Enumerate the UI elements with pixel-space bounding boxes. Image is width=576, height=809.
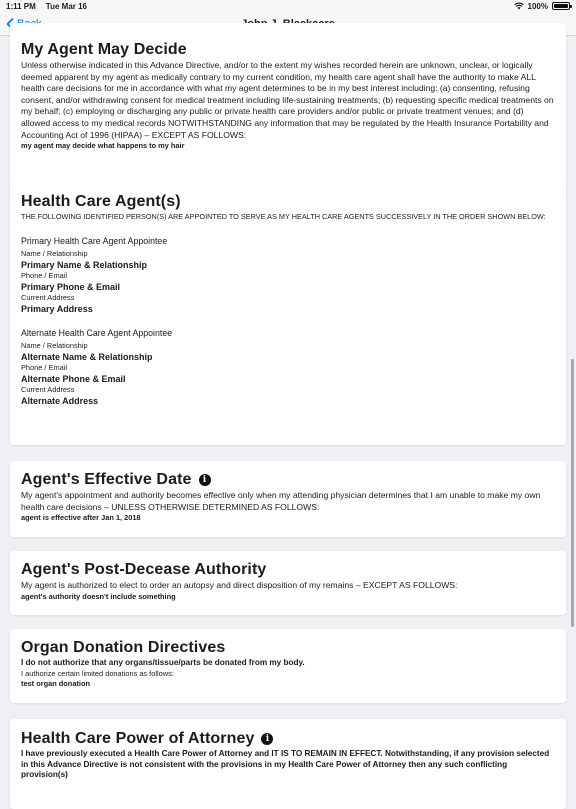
organ-donation-statement: I do not authorize that any organs/tissue/parts be donated from my body.	[21, 658, 305, 667]
alternate-agent-heading: Alternate Health Care Agent Appointee	[21, 328, 173, 338]
primary-address-label: Current Address	[21, 293, 75, 302]
info-icon[interactable]: i	[261, 733, 273, 745]
health-care-agents-intro: THE FOLLOWING IDENTIFIED PERSON(S) ARE APPOINTED TO SERVE AS MY HEALTH CARE AGENTS SUCCESSIVELY IN THE ORDER SHOWN BELOW:	[21, 212, 546, 221]
primary-address-value[interactable]: Primary Address	[21, 304, 93, 314]
organ-donation-card	[10, 629, 566, 703]
agent-may-decide-answer: my agent may decide what happens to my hair	[21, 141, 185, 151]
info-icon[interactable]: i	[199, 474, 211, 486]
post-decease-text: My agent is authorized to elect to order an autopsy and direct disposition of my remains – EXCEPT AS FOLLOWS:	[21, 580, 458, 590]
organ-donation-title: Organ Donation Directives	[21, 639, 226, 656]
agent-may-decide-text: Unless otherwise indicated in this Advance Directive, and/or to the extent my wishes recorded herein are unknown, unclear, or logically deemed apparent by my agent as medically contrary to my current condition, my health care agent shall have the authority to make ALL health care decisions for me in accordance with what my agent determines to be in my best interest including: (a) consenting, refusing consent, and/or withdrawing consent for medical treatment including life-sustaining treatments; (b) requesting specific medical treatments on my behalf; (c) employing or discharging any public or private health care providers and/or public or private treatment venues; and (d) allowed access to my medical records NOTWITHSTANDING any information that may be regulated by the Health Insurance Portability and Accounting Act of 1996 (HIPAA) – EXCEPT AS FOLLOWS:	[21, 60, 554, 140]
agent-may-decide-title: My Agent May Decide	[21, 41, 187, 58]
effective-date-title: Agent's Effective Date	[21, 471, 192, 488]
effective-date-card	[10, 461, 566, 537]
organ-donation-sub-label: I authorize certain limited donations as follows:	[21, 668, 174, 678]
alternate-agent-section	[21, 327, 555, 407]
organ-donation-answer: test organ donation	[21, 678, 90, 688]
health-care-agents-title: Health Care Agent(s)	[21, 193, 181, 210]
alternate-address-value[interactable]: Alternate Address	[21, 396, 99, 406]
primary-phone-label: Phone / Email	[21, 271, 68, 280]
alternate-phone-value[interactable]: Alternate Phone & Email	[21, 374, 126, 384]
primary-agent-section	[21, 235, 555, 315]
alternate-name-label: Name / Relationship	[21, 341, 88, 350]
battery-icon	[552, 2, 570, 10]
power-of-attorney-text: I have previously executed a Health Care Power of Attorney and IT IS TO REMAIN IN EFFECT. Notwithstanding, if any provision selected in this Advance Directive is not consistent with the provisions in my Health Care Power of Attorney then any such conflicting provision(s)	[21, 749, 550, 779]
primary-name-value[interactable]: Primary Name & Relationship	[21, 260, 148, 270]
status-time: 1:11 PM	[6, 1, 36, 11]
post-decease-title: Agent's Post-Decease Authority	[21, 561, 267, 578]
primary-phone-value[interactable]: Primary Phone & Email	[21, 282, 121, 292]
scroll-content[interactable]	[0, 37, 576, 779]
power-of-attorney-title: Health Care Power of Attorney	[21, 730, 255, 747]
primary-name-label: Name / Relationship	[21, 249, 88, 258]
battery-percent: 100%	[527, 1, 548, 11]
status-date: Tue Mar 16	[45, 1, 87, 11]
power-of-attorney-card	[10, 719, 566, 809]
primary-agent-heading: Primary Health Care Agent Appointee	[21, 236, 168, 246]
effective-date-answer: agent is effective after Jan 1, 2018	[21, 513, 141, 523]
post-decease-answer: agent's authority doesn't include something	[21, 591, 176, 601]
alternate-address-label: Current Address	[21, 385, 75, 394]
post-decease-card	[10, 551, 566, 615]
status-bar	[0, 0, 576, 12]
scroll-indicator[interactable]	[571, 359, 574, 627]
wifi-icon	[514, 2, 524, 10]
alternate-phone-label: Phone / Email	[21, 363, 68, 372]
alternate-name-value[interactable]: Alternate Name & Relationship	[21, 352, 153, 362]
health-care-agents-card	[10, 183, 566, 445]
agent-may-decide-card	[10, 23, 566, 199]
effective-date-text: My agent's appointment and authority becomes effective only when my attending physician determines that I am unable to make my own health care decisions – UNLESS OTHERWISE DETERMINED AS FOLLOWS:	[21, 490, 541, 512]
